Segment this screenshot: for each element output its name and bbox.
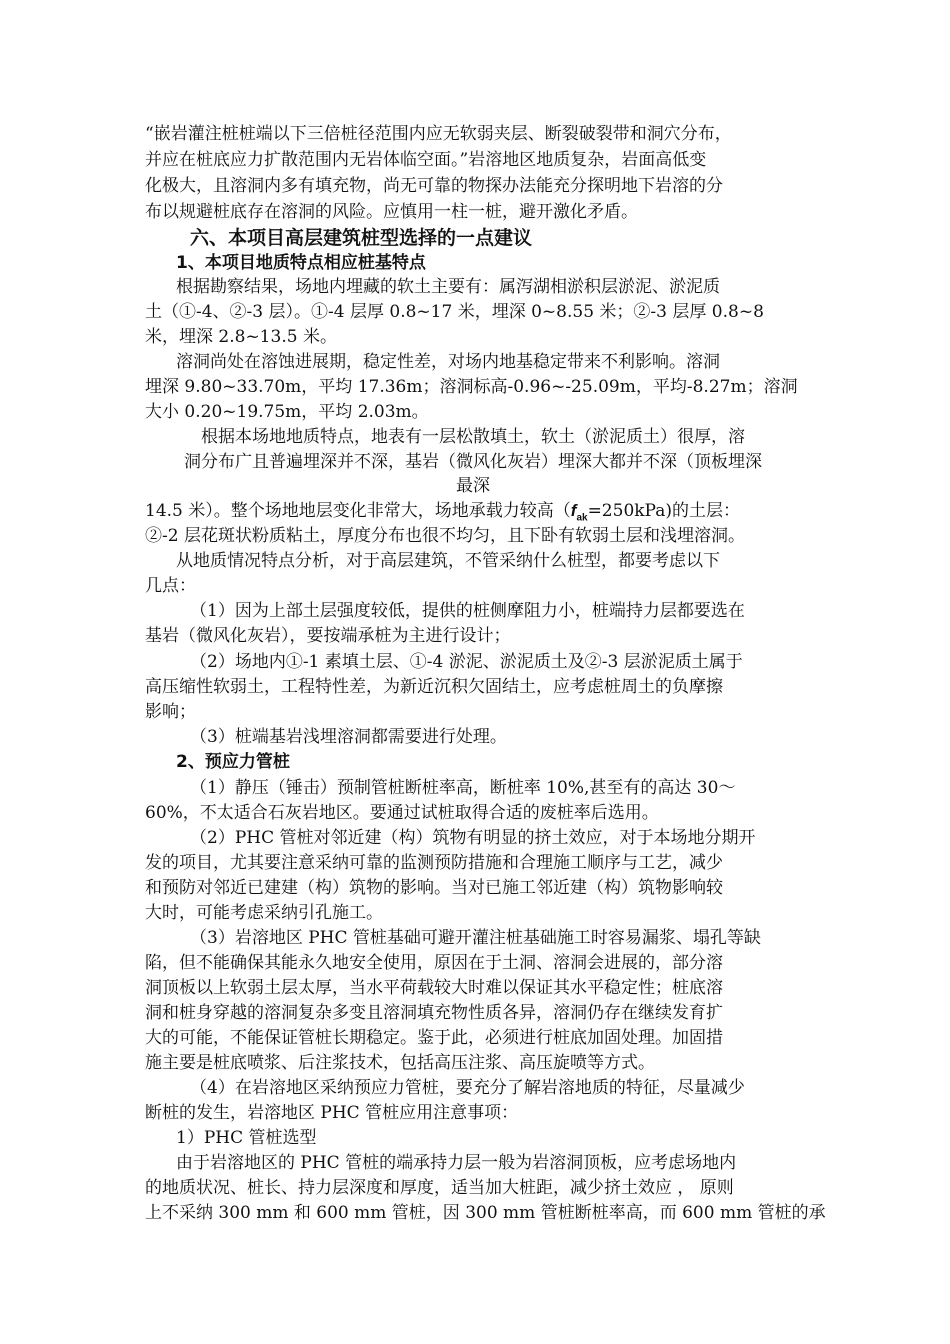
subsection-heading: 2、预应力管桩 — [176, 752, 290, 772]
list-item-line: 60%，不太适合石灰岩地区。要通过试桩取得合适的废桩率后选用。 — [145, 803, 659, 823]
list-item-line: （3）岩溶地区 PHC 管桩基础可避开灌注桩基础施工时容易漏浆、塌孔等缺 — [190, 928, 761, 948]
list-item-line: 高压缩性软弱土，工程特性差，为新近沉积欠固结土，应考虑桩周土的负摩擦 — [145, 677, 723, 697]
paragraph-line: 化极大，且溶洞内多有填充物，尚无可靠的物探办法能充分探明地下岩溶的分 — [145, 176, 723, 196]
list-item-line: （1）因为上部土层强度较低，提供的桩侧摩阻力小，桩端持力层都要选在 — [190, 601, 745, 621]
list-item-line: 发的项目，尤其要注意采纳可靠的监测预防措施和合理施工顺序与工艺，减少 — [145, 853, 723, 873]
list-item-line: 大的可能，不能保证管桩长期稳定。鉴于此，必须进行桩底加固处理。加固措 — [145, 1028, 723, 1048]
section-heading: 六、本项目高层建筑桩型选择的一点建议 — [190, 227, 533, 249]
paragraph-line: 从地质情况特点分析，对于高层建筑，不管采纳什么桩型，都要考虑以下 — [176, 551, 720, 571]
centered-line: 最深 — [456, 476, 490, 496]
paragraph-line: ②-2 层花斑状粉质粘土，厚度分布也很不均匀，且下卧有软弱土层和浅埋溶洞。 — [145, 526, 745, 546]
sub-item-heading: 1）PHC 管桩选型 — [176, 1128, 317, 1148]
list-item-line: （3）桩端基岩浅埋溶洞都需要进行处理。 — [190, 727, 507, 747]
list-item-line: 施主要是桩底喷浆、后注浆技术，包括高压注浆、高压旋喷等方式。 — [145, 1053, 655, 1073]
centered-line: 洞分布广且普遍埋深并不深，基岩（微风化灰岩）埋深大都并不深（顶板埋深 — [184, 452, 762, 472]
paragraph-line: 米，埋深 2.8~13.5 米。 — [145, 327, 337, 347]
list-item-line: 基岩（微风化灰岩），要按端承桩为主进行设计； — [145, 626, 511, 646]
paragraph-line: 埋深 9.80~33.70m，平均 17.36m；溶洞标高-0.96~-25.09m，平均-8.27m；溶洞 — [145, 377, 798, 397]
list-item-line: 洞顶板以上软弱土层太厚，当水平荷载较大时难以保证其水平稳定性；桩底溶 — [145, 978, 723, 998]
list-item-line: 影响； — [145, 702, 196, 722]
list-item-line: （2）PHC 管桩对邻近建（构）筑物有明显的挤土效应，对于本场地分期开 — [190, 828, 756, 848]
paragraph-line: 上不采纳 300 mm 和 600 mm 管桩，因 300 mm 管桩断桩率高，而 600 mm 管桩的承 — [145, 1203, 826, 1223]
paragraph-line: 布以规避桩底存在溶洞的风险。应慎用一柱一桩，避开激化矛盾。 — [145, 202, 638, 222]
line-text: 14.5 米）。整个场地地层变化非常大，场地承载力较高（ — [145, 501, 571, 521]
subsection-heading: 1、本项目地质特点相应桩基特点 — [176, 253, 426, 273]
bearing-capacity-symbol: $f_{ak}$ — [570, 501, 588, 524]
list-item-line: （4）在岩溶地区采纳预应力管桩，要充分了解岩溶地质的特征，尽量减少 — [190, 1078, 745, 1098]
paragraph-line: 土（①-4、②-3 层）。①-4 层厚 0.8~17 米，埋深 0~8.55 米；②-3 层厚 0.8~8 — [145, 302, 764, 322]
paragraph-line: 大小 0.20~19.75m，平均 2.03m。 — [145, 402, 429, 422]
list-item-line: 洞和桩身穿越的溶洞复杂多变且溶洞填充物性质各异，溶洞仍存在继续发育扩 — [145, 1003, 723, 1023]
paragraph-line: 并应在桩底应力扩散范围内无岩体临空面。”岩溶地区地质复杂，岩面高低变 — [145, 150, 707, 170]
line-text: =250kPa)的土层： — [587, 501, 740, 521]
paragraph-line: 的地质状况、桩长、持力层深度和厚度，适当加大桩距，减少挤土效应 ， 原则 — [145, 1178, 734, 1198]
paragraph-line: 由于岩溶地区的 PHC 管桩的端承持力层一般为岩溶洞顶板，应考虑场地内 — [176, 1153, 737, 1173]
list-item-line: 和预防对邻近已建建（构）筑物的影响。当对已施工邻近建（构）筑物影响较 — [145, 878, 723, 898]
list-item-line: 大时，可能考虑采纳引孔施工。 — [145, 903, 383, 923]
paragraph-line: “嵌岩灌注桩桩端以下三倍桩径范围内应无软弱夹层、断裂破裂带和洞穴分布， — [145, 124, 732, 144]
paragraph-line: 几点： — [145, 576, 196, 596]
list-item-line: （2）场地内①-1 素填土层、①-4 淤泥、淤泥质土及②-3 层淤泥质土属于 — [190, 652, 743, 672]
list-item-line: （1）静压（锤击）预制管桩断桩率高，断桩率 10%,甚至有的高达 30～ — [190, 778, 736, 798]
centered-line: 根据本场地地质特点，地表有一层松散填土，软土（淤泥质土）很厚，溶 — [201, 427, 745, 447]
list-item-line: 断桩的发生，岩溶地区 PHC 管桩应用注意事项： — [145, 1103, 519, 1123]
paragraph-line-with-formula — [145, 499, 740, 523]
list-item-line: 陷，但不能确保其能永久地安全使用，原因在于土洞、溶洞会进展的，部分溶 — [145, 953, 723, 973]
paragraph-line: 溶洞尚处在溶蚀进展期，稳定性差，对场内地基稳定带来不利影响。溶洞 — [176, 352, 720, 372]
paragraph-line: 根据勘察结果，场地内埋藏的软土主要有：属泻湖相淤积层淤泥、淤泥质 — [176, 277, 720, 297]
